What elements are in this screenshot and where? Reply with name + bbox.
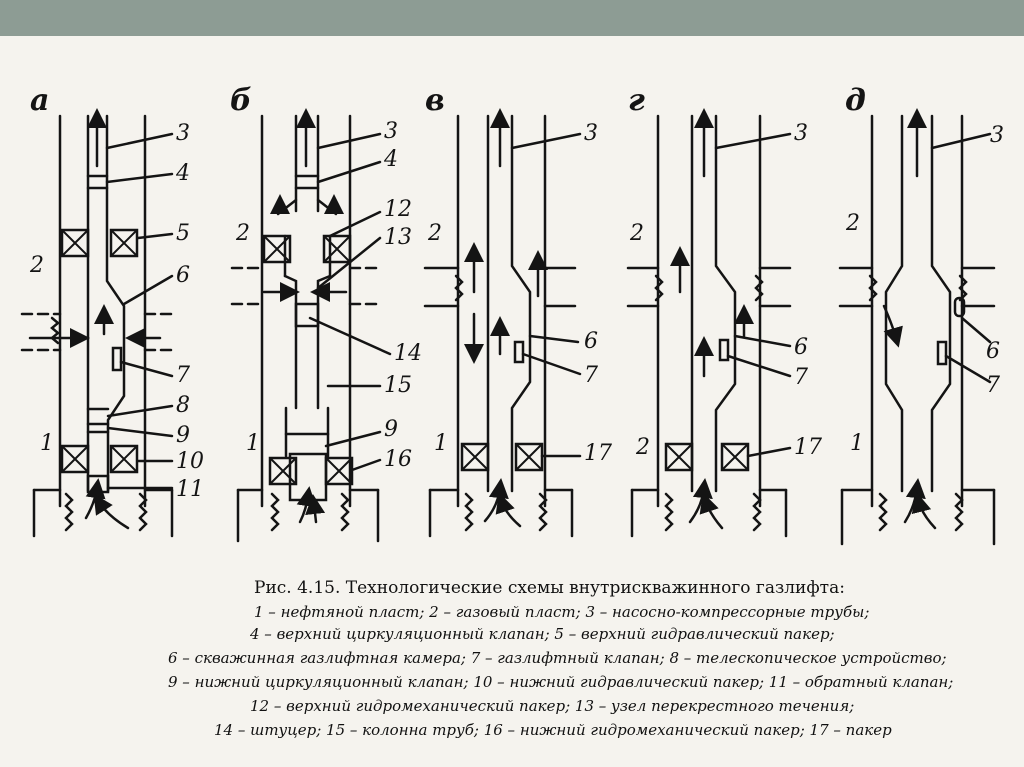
panel-v-label-17: 17 [584, 441, 612, 466]
caption-line-5: 12 – верхний гидромеханический пакер; 13 – узел перекрестного течения; [250, 697, 855, 715]
panel-a-label-2: 2 [30, 253, 44, 278]
panel-b-label-15: 15 [384, 373, 412, 398]
panel-g-label-7: 7 [794, 365, 808, 390]
panel-a-label-6: 6 [176, 263, 190, 288]
panel-a-label-1: 1 [40, 431, 54, 456]
panel-v-label-1: 1 [434, 431, 448, 456]
panel-b-label-9: 9 [384, 417, 398, 442]
well-schemes-diagram [0, 36, 1024, 576]
panel-a [22, 83, 172, 536]
panel-d-label-6: 6 [986, 339, 1000, 364]
panel-a-label-5: 5 [176, 221, 190, 246]
panel-g [628, 83, 790, 536]
panel-b-label-3: 3 [384, 119, 398, 144]
panel-a-letter: а [30, 83, 50, 118]
panel-b-label-14: 14 [394, 341, 422, 366]
panel-a-label-3: 3 [176, 121, 190, 146]
caption-line-6: 14 – штуцер; 15 – колонна труб; 16 – нижний гидромеханический пакер; 17 – пакер [214, 721, 892, 739]
caption-line-4: 9 – нижний циркуляционный клапан; 10 – нижний гидравлический пакер; 11 – обратный клапан; [168, 673, 954, 691]
panel-a-label-7: 7 [176, 363, 190, 388]
panel-a-label-4: 4 [176, 161, 190, 186]
panel-a-label-11: 11 [176, 477, 204, 502]
panel-d-label-7: 7 [986, 373, 1000, 398]
panel-a-label-10: 10 [176, 449, 204, 474]
panel-b-label-13: 13 [384, 225, 412, 250]
caption-line-2: 4 – верхний циркуляционный клапан; 5 – верхний гидравлический пакер; [250, 625, 835, 643]
panel-v-label-7: 7 [584, 363, 598, 388]
panel-v-label-6: 6 [584, 329, 598, 354]
panel-b-letter: б [230, 83, 252, 118]
panel-b [230, 83, 390, 541]
panel-b-label-1: 1 [246, 431, 260, 456]
panel-b-label-4: 4 [384, 147, 398, 172]
panel-v-label-2: 2 [428, 221, 442, 246]
panel-d-label-2: 2 [846, 211, 860, 236]
panel-a-label-9: 9 [176, 423, 190, 448]
panel-d-letter: д [845, 83, 866, 118]
caption-line-3: 6 – скважинная газлифтная камера; 7 – газлифтный клапан; 8 – телескопическое устройство; [168, 649, 947, 667]
panel-d-label-1: 1 [850, 431, 864, 456]
top-bar [0, 0, 1024, 36]
panel-v-label-3: 3 [584, 121, 598, 146]
panel-g-label-17: 17 [794, 435, 822, 460]
panel-d-label-3: 3 [990, 123, 1004, 148]
panel-v [425, 83, 580, 536]
panel-b-label-12: 12 [384, 197, 412, 222]
panel-v-letter: в [425, 83, 445, 118]
panel-d [840, 83, 994, 544]
caption-title: Рис. 4.15. Технологические схемы внутрискважинного газлифта: [254, 578, 845, 598]
panel-g-label-6: 6 [794, 335, 808, 360]
panel-g-label-2-lower: 2 [636, 435, 650, 460]
caption-line-1: 1 – нефтяной пласт; 2 – газовый пласт; 3 – насосно-компрессорные трубы; [254, 603, 870, 621]
panel-b-label-16: 16 [384, 447, 412, 472]
panel-g-label-3: 3 [794, 121, 808, 146]
panel-g-letter: г [628, 83, 645, 118]
panel-g-label-2-upper: 2 [630, 221, 644, 246]
panel-b-label-2: 2 [236, 221, 250, 246]
panel-a-label-8: 8 [176, 393, 190, 418]
